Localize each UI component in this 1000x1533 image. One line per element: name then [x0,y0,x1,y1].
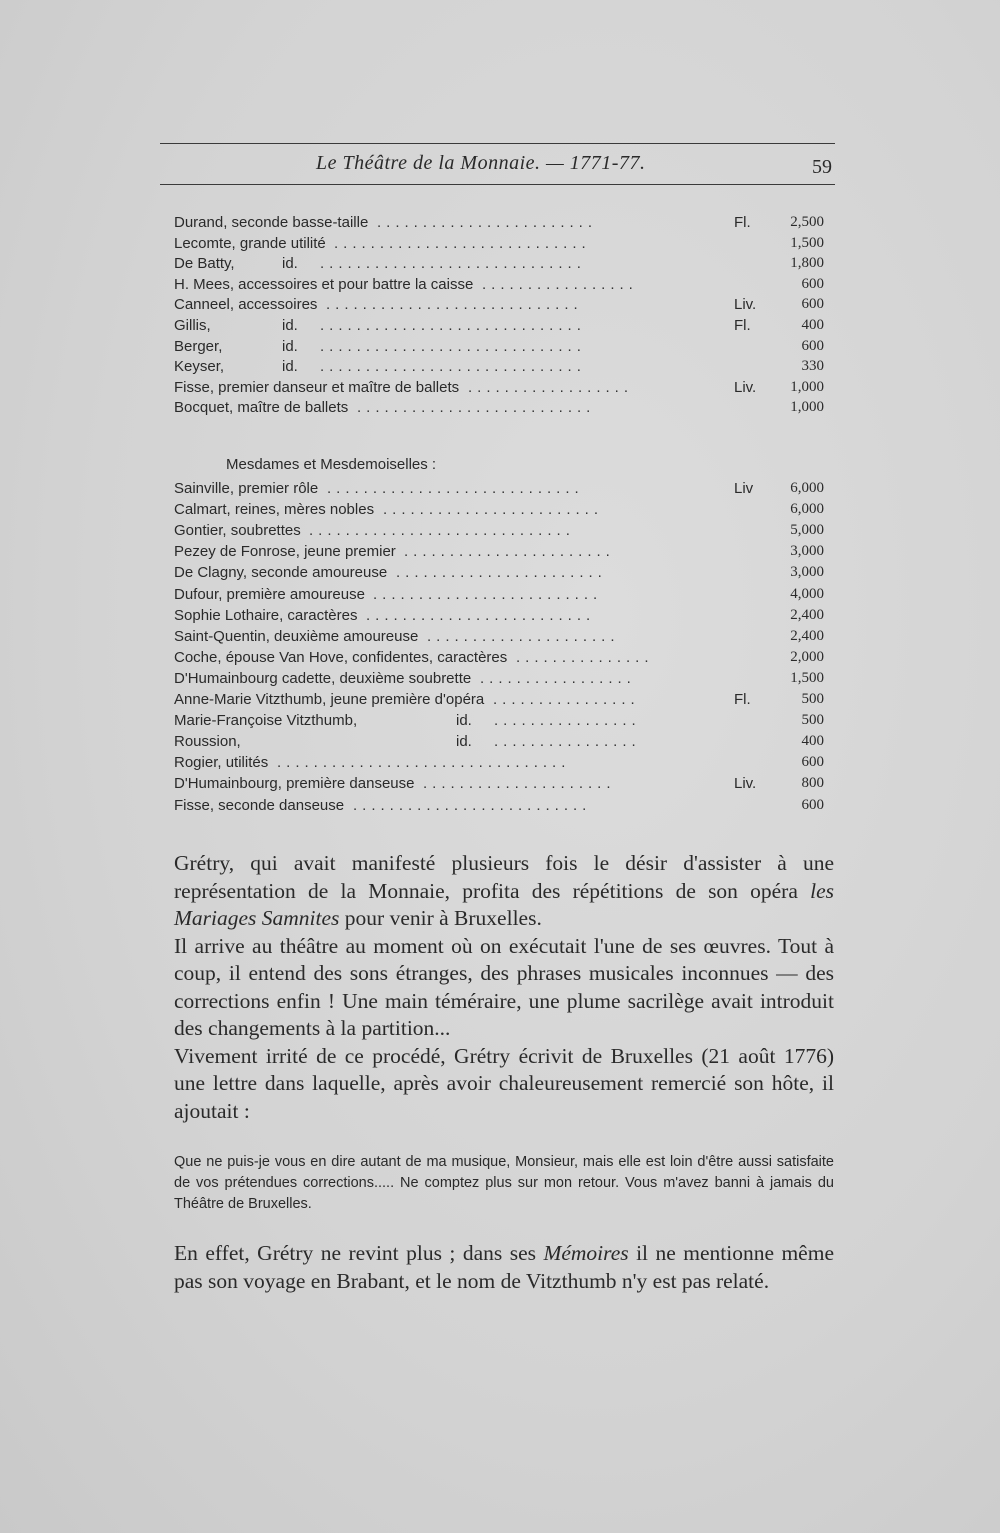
salary-amount: 600 [801,796,824,813]
salary-row [174,358,824,379]
leader-dots: ..................... [427,627,620,645]
leader-dots: ............................. [309,522,575,540]
performer-name: H. Mees, accessoires et pour battre la caisse [174,275,474,293]
paragraph-1 [174,850,834,933]
currency-label: Fl. [734,317,751,334]
performer-name: Pezey de Fonrose, jeune premier [174,543,396,561]
salary-amount: 600 [801,337,824,354]
opera-title: les Mariages Samnites [174,878,834,930]
salary-amount: 600 [801,275,824,292]
performer-name: D'Humainbourg, première danseuse [174,775,415,793]
salary-row [174,276,824,297]
salary-amount: 500 [801,712,824,729]
leader-dots: ............................. [320,255,586,273]
paragraph-4 [174,1240,834,1295]
salary-amount: 400 [801,317,824,333]
idem-mark: id. [282,358,298,376]
salary-amount: 600 [801,296,824,313]
salary-row [174,712,824,733]
leader-dots: .......................... [357,399,596,417]
performer-name: Keyser, [174,358,225,376]
leader-dots: ....................... [404,543,615,561]
salary-amount: 1,800 [790,255,824,272]
idem-mark: id. [456,712,472,730]
salary-amount: 1,000 [790,378,824,395]
salary-row [174,543,824,564]
performer-name: Saint-Quentin, deuxième amoureuse [174,627,419,645]
currency-label: Liv. [734,378,757,396]
salary-row [174,691,824,712]
salary-row [174,628,824,649]
salary-row [174,775,824,796]
performer-name: Berger, [174,337,223,355]
salary-amount: 2,500 [790,214,824,230]
salary-amount: 330 [801,358,824,375]
performer-name: Rogier, utilités [174,754,269,772]
leader-dots: ................ [494,733,641,751]
salary-amount: 6,000 [790,480,824,496]
paragraph-2: Il arrive au théâtre au moment où on exécutait l'une de ses œuvres. Tout à coup, il entend des sons étranges, des phrases musicales inconnues — des corrections enfin ! Une main téméraire, une plume sacrilège avait introduit des changements à la partition... [174,933,834,1040]
salary-amount: 1,500 [790,234,824,251]
salary-row [174,255,824,276]
salary-row [174,649,824,670]
leader-dots: ................ [494,712,641,730]
performer-name: Sainville, premier rôle [174,480,319,497]
salary-row [174,235,824,256]
leader-dots: ........................ [377,214,598,231]
idem-mark: id. [282,255,298,273]
performer-name: Gontier, soubrettes [174,522,301,540]
salary-row [174,317,824,338]
performer-name: Gillis, [174,317,211,334]
leader-dots: ............................ [327,480,584,497]
salary-row [174,379,824,400]
performer-name: Dufour, première amoureuse [174,585,365,603]
salary-row [174,733,824,754]
leader-dots: ..................... [423,775,616,793]
paragraph-3: Vivement irrité de ce procédé, Grétry écrivit de Bruxelles (21 août 1776) une lettre dans laquelle, après avoir chaleureusement remercié son hôte, il ajoutait : [174,1043,834,1123]
salary-amount: 3,000 [790,564,824,581]
currency-label: Liv [734,480,754,497]
performer-name: De Batty, [174,255,235,273]
salary-amount: 400 [801,733,824,750]
leader-dots: ......................... [366,606,596,624]
performer-name: Roussion, [174,733,241,751]
currency-label: Liv. [734,775,757,793]
salary-row [174,607,824,628]
salary-row [174,480,824,501]
salary-row [174,797,824,818]
performer-name: Sophie Lothaire, caractères [174,606,358,624]
performer-name: Anne-Marie Vitzthumb, jeune première d'opéra [174,691,485,708]
salary-amount: 500 [801,691,824,707]
currency-label: Fl. [734,214,751,231]
leader-dots: ............................ [334,234,591,252]
salary-amount: 2,400 [790,627,824,644]
idem-mark: id. [456,733,472,751]
quoted-letter: Que ne puis-je vous en dire autant de ma musique, Monsieur, mais elle est loin d'être aussi satisfaite de vos prétendues corrections..... Ne comptez plus sur mon retour. Vous m'avez banni à jamais du Théâtre de Bruxelles. [174,1154,834,1212]
salary-amount: 4,000 [790,585,824,602]
salary-amount: 2,400 [790,606,824,623]
salary-row [174,338,824,359]
performer-name: Fisse, premier danseur et maître de ballets [174,378,460,396]
performer-name: Calmart, reines, mères nobles [174,501,375,519]
salary-row [174,214,824,235]
performer-name: Marie-Françoise Vitzthumb, [174,712,358,730]
header-rule-bottom [160,184,835,185]
salary-row [174,522,824,543]
paragraph-4-start: En effet, Grétry ne revint plus ; dans ses [174,1241,544,1265]
leader-dots: ................. [482,275,638,293]
leader-dots: .......................... [353,796,592,814]
performer-name: Canneel, accessoires [174,296,318,314]
salary-amount: 6,000 [790,501,824,518]
salary-amount: 3,000 [790,543,824,560]
leader-dots: .................. [468,378,634,396]
leader-dots: ....................... [396,564,607,582]
paragraph-1-text: Grétry, qui avait manifesté plusieurs fois le désir d'assister à une représentation de la Monnaie, profita des répétitions de son opéra [174,851,834,903]
paragraph-1-end: pour venir à Bruxelles. [339,906,542,930]
performer-name: Durand, seconde basse-taille [174,214,369,231]
salary-row [174,296,824,317]
performer-name: Lecomte, grande utilité [174,234,326,252]
performer-name: Coche, épouse Van Hove, confidentes, caractères [174,648,508,666]
body-text-closing [174,1240,834,1295]
salary-amount: 800 [801,775,824,792]
performer-name: Bocquet, maître de ballets [174,399,349,417]
salary-row [174,501,824,522]
salary-amount: 1,000 [790,399,824,416]
salary-row [174,564,824,585]
currency-label: Fl. [734,691,751,708]
salary-row [174,670,824,691]
memoires-title: Mémoires [543,1241,629,1265]
body-text [174,850,834,1125]
section-subheading: Mesdames et Mesdemoiselles : [226,456,437,473]
salary-row [174,754,824,775]
header-rule-top [160,143,835,144]
salary-amount: 2,000 [790,648,824,665]
leader-dots: ......................... [373,585,603,603]
leader-dots: ............................. [320,337,586,355]
idem-mark: id. [282,317,298,334]
leader-dots: ............... [516,648,654,666]
page-number: 59 [812,156,832,178]
salary-row [174,399,824,420]
running-header-title: Le Théâtre de la Monnaie. — 1771-77. [316,152,646,174]
performer-name: Fisse, seconde danseuse [174,796,345,814]
salary-amount: 5,000 [790,522,824,539]
leader-dots: ................ [493,691,640,708]
performer-name: De Clagny, seconde amoureuse [174,564,388,582]
performer-name: D'Humainbourg cadette, deuxième soubrette [174,669,472,687]
salary-amount: 600 [801,754,824,771]
salary-row [174,586,824,607]
idem-mark: id. [282,337,298,355]
leader-dots: ............................ [326,296,583,314]
leader-dots: ................. [480,669,636,687]
leader-dots: ............................. [320,358,586,376]
leader-dots: ................................ [277,754,571,772]
salary-amount: 1,500 [790,669,824,686]
leader-dots: ............................. [320,317,586,334]
currency-label: Liv. [734,296,757,314]
leader-dots: ........................ [383,501,604,519]
paragraph-4-end: il ne mentionne même pas son voyage en Brabant, et le nom de Vitzthumb n'y est pas relaté. [174,1241,834,1293]
